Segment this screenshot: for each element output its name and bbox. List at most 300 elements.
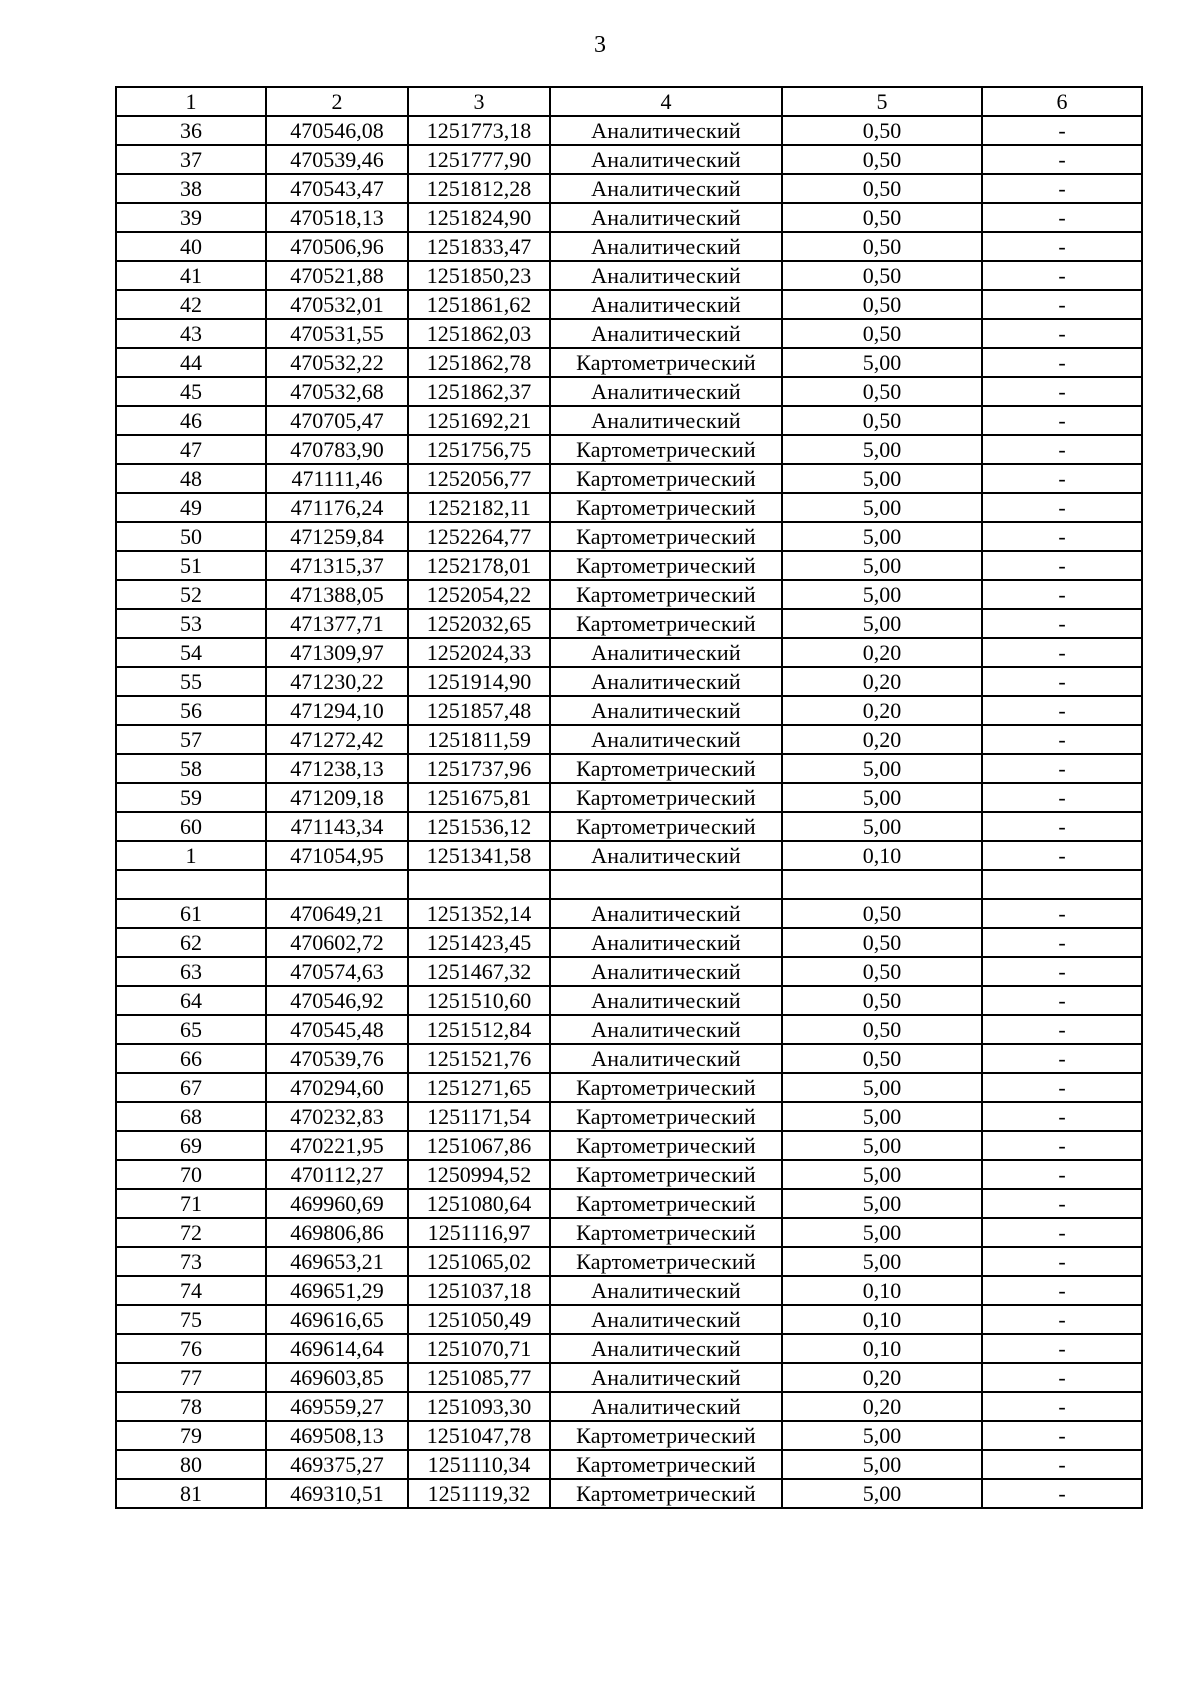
point-number-cell: 49: [116, 493, 266, 522]
point-number-cell: 51: [116, 551, 266, 580]
accuracy-cell: 5,00: [782, 493, 982, 522]
point-number-cell: 44: [116, 348, 266, 377]
table-row: [116, 725, 1142, 754]
table-row: [116, 1276, 1142, 1305]
description-cell: -: [982, 754, 1142, 783]
table-row: [116, 667, 1142, 696]
description-cell: -: [982, 580, 1142, 609]
table-row: [116, 1392, 1142, 1421]
point-number-cell: [116, 870, 266, 899]
point-number-cell: 47: [116, 435, 266, 464]
x-coordinate-cell: 470532,22: [266, 348, 408, 377]
description-cell: -: [982, 493, 1142, 522]
x-coordinate-cell: 470532,01: [266, 290, 408, 319]
table-row: [116, 145, 1142, 174]
y-coordinate-cell: 1251824,90: [408, 203, 550, 232]
accuracy-cell: 5,00: [782, 1160, 982, 1189]
method-cell: Картометрический: [550, 783, 782, 812]
description-cell: -: [982, 638, 1142, 667]
x-coordinate-cell: 470221,95: [266, 1131, 408, 1160]
accuracy-cell: 0,20: [782, 725, 982, 754]
y-coordinate-cell: 1251510,60: [408, 986, 550, 1015]
accuracy-cell: 0,20: [782, 1363, 982, 1392]
description-cell: -: [982, 319, 1142, 348]
accuracy-cell: 5,00: [782, 1102, 982, 1131]
method-cell: Картометрический: [550, 435, 782, 464]
point-number-cell: 39: [116, 203, 266, 232]
table-row: [116, 957, 1142, 986]
table-row: [116, 899, 1142, 928]
y-coordinate-cell: 1251521,76: [408, 1044, 550, 1073]
accuracy-cell: 0,10: [782, 1276, 982, 1305]
table-row: [116, 986, 1142, 1015]
point-number-cell: 60: [116, 812, 266, 841]
x-coordinate-cell: 469653,21: [266, 1247, 408, 1276]
y-coordinate-cell: 1251812,28: [408, 174, 550, 203]
point-number-cell: 79: [116, 1421, 266, 1450]
method-cell: Картометрический: [550, 1479, 782, 1508]
table-row: [116, 754, 1142, 783]
description-cell: -: [982, 899, 1142, 928]
table-row: [116, 1479, 1142, 1508]
table-row: [116, 1102, 1142, 1131]
x-coordinate-cell: 470539,46: [266, 145, 408, 174]
accuracy-cell: 5,00: [782, 464, 982, 493]
y-coordinate-cell: 1251536,12: [408, 812, 550, 841]
point-number-cell: 59: [116, 783, 266, 812]
description-cell: -: [982, 783, 1142, 812]
x-coordinate-cell: 470602,72: [266, 928, 408, 957]
accuracy-cell: 0,50: [782, 174, 982, 203]
table-row: [116, 464, 1142, 493]
table-row: [116, 812, 1142, 841]
description-cell: [982, 870, 1142, 899]
point-number-cell: 54: [116, 638, 266, 667]
y-coordinate-cell: 1251047,78: [408, 1421, 550, 1450]
y-coordinate-cell: 1252024,33: [408, 638, 550, 667]
y-coordinate-cell: 1251037,18: [408, 1276, 550, 1305]
coordinates-table: [115, 86, 1143, 1509]
accuracy-cell: 0,50: [782, 261, 982, 290]
accuracy-cell: 5,00: [782, 1189, 982, 1218]
method-cell: Картометрический: [550, 580, 782, 609]
table-body: [116, 116, 1142, 1508]
accuracy-cell: 5,00: [782, 551, 982, 580]
x-coordinate-cell: 471111,46: [266, 464, 408, 493]
table-row: [116, 377, 1142, 406]
table-row: [116, 1015, 1142, 1044]
x-coordinate-cell: 470546,92: [266, 986, 408, 1015]
x-coordinate-cell: 470546,08: [266, 116, 408, 145]
point-number-cell: 38: [116, 174, 266, 203]
x-coordinate-cell: 469614,64: [266, 1334, 408, 1363]
x-coordinate-cell: 470783,90: [266, 435, 408, 464]
description-cell: -: [982, 1334, 1142, 1363]
description-cell: -: [982, 1102, 1142, 1131]
method-cell: Картометрический: [550, 551, 782, 580]
x-coordinate-cell: 470649,21: [266, 899, 408, 928]
y-coordinate-cell: 1250994,52: [408, 1160, 550, 1189]
x-coordinate-cell: 471315,37: [266, 551, 408, 580]
method-cell: Аналитический: [550, 986, 782, 1015]
accuracy-cell: 5,00: [782, 754, 982, 783]
x-coordinate-cell: 471054,95: [266, 841, 408, 870]
y-coordinate-cell: 1252056,77: [408, 464, 550, 493]
y-coordinate-cell: 1251777,90: [408, 145, 550, 174]
method-cell: Картометрический: [550, 812, 782, 841]
y-coordinate-cell: 1251065,02: [408, 1247, 550, 1276]
accuracy-cell: 5,00: [782, 522, 982, 551]
method-cell: Картометрический: [550, 1189, 782, 1218]
method-cell: Аналитический: [550, 319, 782, 348]
method-cell: Картометрический: [550, 1218, 782, 1247]
x-coordinate-cell: 470532,68: [266, 377, 408, 406]
method-cell: Картометрический: [550, 464, 782, 493]
point-number-cell: 55: [116, 667, 266, 696]
description-cell: -: [982, 1247, 1142, 1276]
point-number-cell: 81: [116, 1479, 266, 1508]
method-cell: Аналитический: [550, 203, 782, 232]
table-row: [116, 1421, 1142, 1450]
y-coordinate-cell: 1251692,21: [408, 406, 550, 435]
x-coordinate-cell: 470112,27: [266, 1160, 408, 1189]
y-coordinate-cell: 1251850,23: [408, 261, 550, 290]
table-row: [116, 493, 1142, 522]
accuracy-cell: 0,10: [782, 841, 982, 870]
column-header-4: 4: [550, 87, 782, 116]
accuracy-cell: 5,00: [782, 348, 982, 377]
x-coordinate-cell: 469559,27: [266, 1392, 408, 1421]
table-row: [116, 1044, 1142, 1073]
accuracy-cell: 0,50: [782, 232, 982, 261]
x-coordinate-cell: 470531,55: [266, 319, 408, 348]
accuracy-cell: 5,00: [782, 783, 982, 812]
method-cell: Аналитический: [550, 1276, 782, 1305]
point-number-cell: 41: [116, 261, 266, 290]
description-cell: -: [982, 551, 1142, 580]
y-coordinate-cell: 1251773,18: [408, 116, 550, 145]
x-coordinate-cell: 471388,05: [266, 580, 408, 609]
accuracy-cell: 0,20: [782, 1392, 982, 1421]
y-coordinate-cell: 1252032,65: [408, 609, 550, 638]
accuracy-cell: 5,00: [782, 609, 982, 638]
accuracy-cell: 0,50: [782, 319, 982, 348]
accuracy-cell: 0,20: [782, 638, 982, 667]
table-row: [116, 783, 1142, 812]
point-number-cell: 63: [116, 957, 266, 986]
accuracy-cell: [782, 870, 982, 899]
table-header: [116, 87, 1142, 116]
accuracy-cell: 0,50: [782, 406, 982, 435]
table-row: [116, 1363, 1142, 1392]
table-row: [116, 696, 1142, 725]
method-cell: Аналитический: [550, 1305, 782, 1334]
method-cell: Картометрический: [550, 1247, 782, 1276]
column-header-5: 5: [782, 87, 982, 116]
accuracy-cell: 0,50: [782, 957, 982, 986]
table-row: [116, 1450, 1142, 1479]
y-coordinate-cell: 1252178,01: [408, 551, 550, 580]
point-number-cell: 68: [116, 1102, 266, 1131]
y-coordinate-cell: 1251093,30: [408, 1392, 550, 1421]
table-row: [116, 1131, 1142, 1160]
table-row: [116, 1073, 1142, 1102]
point-number-cell: 65: [116, 1015, 266, 1044]
method-cell: Аналитический: [550, 1363, 782, 1392]
method-cell: Аналитический: [550, 406, 782, 435]
point-number-cell: 53: [116, 609, 266, 638]
y-coordinate-cell: 1251862,03: [408, 319, 550, 348]
table-row: [116, 1247, 1142, 1276]
description-cell: -: [982, 696, 1142, 725]
method-cell: Картометрический: [550, 609, 782, 638]
table-row: [116, 870, 1142, 899]
description-cell: -: [982, 1450, 1142, 1479]
method-cell: Картометрический: [550, 493, 782, 522]
y-coordinate-cell: 1251171,54: [408, 1102, 550, 1131]
x-coordinate-cell: 470705,47: [266, 406, 408, 435]
method-cell: Аналитический: [550, 899, 782, 928]
table-row: [116, 1218, 1142, 1247]
column-header-6: 6: [982, 87, 1142, 116]
accuracy-cell: 5,00: [782, 1421, 982, 1450]
table-row: [116, 203, 1142, 232]
table-row: [116, 928, 1142, 957]
description-cell: -: [982, 435, 1142, 464]
method-cell: Аналитический: [550, 232, 782, 261]
description-cell: -: [982, 1392, 1142, 1421]
method-cell: Аналитический: [550, 1015, 782, 1044]
point-number-cell: 70: [116, 1160, 266, 1189]
description-cell: -: [982, 1131, 1142, 1160]
table-row: [116, 1160, 1142, 1189]
accuracy-cell: 5,00: [782, 1247, 982, 1276]
point-number-cell: 71: [116, 1189, 266, 1218]
method-cell: Картометрический: [550, 1450, 782, 1479]
method-cell: Аналитический: [550, 377, 782, 406]
description-cell: -: [982, 1073, 1142, 1102]
x-coordinate-cell: 470539,76: [266, 1044, 408, 1073]
point-number-cell: 64: [116, 986, 266, 1015]
point-number-cell: 37: [116, 145, 266, 174]
point-number-cell: 46: [116, 406, 266, 435]
x-coordinate-cell: 471238,13: [266, 754, 408, 783]
accuracy-cell: 0,20: [782, 667, 982, 696]
description-cell: -: [982, 1305, 1142, 1334]
description-cell: -: [982, 1189, 1142, 1218]
accuracy-cell: 0,50: [782, 290, 982, 319]
method-cell: Картометрический: [550, 1102, 782, 1131]
table-row: [116, 841, 1142, 870]
description-cell: -: [982, 1276, 1142, 1305]
table-row: [116, 638, 1142, 667]
y-coordinate-cell: 1251050,49: [408, 1305, 550, 1334]
description-cell: -: [982, 1160, 1142, 1189]
table-row: [116, 551, 1142, 580]
accuracy-cell: 0,20: [782, 696, 982, 725]
x-coordinate-cell: 471377,71: [266, 609, 408, 638]
accuracy-cell: 5,00: [782, 1218, 982, 1247]
page-number: 3: [594, 32, 606, 58]
point-number-cell: 73: [116, 1247, 266, 1276]
y-coordinate-cell: 1252054,22: [408, 580, 550, 609]
y-coordinate-cell: 1251811,59: [408, 725, 550, 754]
y-coordinate-cell: 1251737,96: [408, 754, 550, 783]
method-cell: Картометрический: [550, 522, 782, 551]
accuracy-cell: 0,50: [782, 377, 982, 406]
x-coordinate-cell: 469375,27: [266, 1450, 408, 1479]
description-cell: -: [982, 841, 1142, 870]
description-cell: -: [982, 1218, 1142, 1247]
accuracy-cell: 0,50: [782, 203, 982, 232]
y-coordinate-cell: 1251080,64: [408, 1189, 550, 1218]
y-coordinate-cell: 1251352,14: [408, 899, 550, 928]
table-row: [116, 116, 1142, 145]
description-cell: -: [982, 232, 1142, 261]
column-header-1: 1: [116, 87, 266, 116]
point-number-cell: 69: [116, 1131, 266, 1160]
method-cell: Картометрический: [550, 348, 782, 377]
y-coordinate-cell: 1251116,97: [408, 1218, 550, 1247]
method-cell: Аналитический: [550, 725, 782, 754]
description-cell: -: [982, 667, 1142, 696]
description-cell: -: [982, 261, 1142, 290]
x-coordinate-cell: 469651,29: [266, 1276, 408, 1305]
point-number-cell: 72: [116, 1218, 266, 1247]
y-coordinate-cell: 1251675,81: [408, 783, 550, 812]
accuracy-cell: 5,00: [782, 1073, 982, 1102]
x-coordinate-cell: 471209,18: [266, 783, 408, 812]
method-cell: Аналитический: [550, 841, 782, 870]
x-coordinate-cell: 471259,84: [266, 522, 408, 551]
point-number-cell: 76: [116, 1334, 266, 1363]
y-coordinate-cell: 1251833,47: [408, 232, 550, 261]
description-cell: -: [982, 348, 1142, 377]
y-coordinate-cell: 1251085,77: [408, 1363, 550, 1392]
y-coordinate-cell: 1251119,32: [408, 1479, 550, 1508]
point-number-cell: 50: [116, 522, 266, 551]
method-cell: Аналитический: [550, 1044, 782, 1073]
description-cell: -: [982, 928, 1142, 957]
y-coordinate-cell: 1251423,45: [408, 928, 550, 957]
accuracy-cell: 5,00: [782, 1131, 982, 1160]
y-coordinate-cell: 1251862,37: [408, 377, 550, 406]
description-cell: -: [982, 377, 1142, 406]
method-cell: Картометрический: [550, 1421, 782, 1450]
table-row: [116, 580, 1142, 609]
method-cell: Аналитический: [550, 116, 782, 145]
x-coordinate-cell: 470543,47: [266, 174, 408, 203]
accuracy-cell: 0,50: [782, 116, 982, 145]
y-coordinate-cell: 1251271,65: [408, 1073, 550, 1102]
y-coordinate-cell: 1251512,84: [408, 1015, 550, 1044]
y-coordinate-cell: [408, 870, 550, 899]
accuracy-cell: 0,50: [782, 1015, 982, 1044]
x-coordinate-cell: 469310,51: [266, 1479, 408, 1508]
description-cell: -: [982, 1363, 1142, 1392]
table-row: [116, 232, 1142, 261]
accuracy-cell: 5,00: [782, 1479, 982, 1508]
point-number-cell: 45: [116, 377, 266, 406]
x-coordinate-cell: [266, 870, 408, 899]
point-number-cell: 74: [116, 1276, 266, 1305]
point-number-cell: 57: [116, 725, 266, 754]
method-cell: Аналитический: [550, 261, 782, 290]
description-cell: -: [982, 464, 1142, 493]
table-row: [116, 319, 1142, 348]
method-cell: [550, 870, 782, 899]
description-cell: -: [982, 986, 1142, 1015]
x-coordinate-cell: 470232,83: [266, 1102, 408, 1131]
point-number-cell: 67: [116, 1073, 266, 1102]
table-row: [116, 406, 1142, 435]
accuracy-cell: 0,50: [782, 899, 982, 928]
method-cell: Аналитический: [550, 667, 782, 696]
table-row: [116, 290, 1142, 319]
x-coordinate-cell: 469508,13: [266, 1421, 408, 1450]
point-number-cell: 56: [116, 696, 266, 725]
y-coordinate-cell: 1251857,48: [408, 696, 550, 725]
point-number-cell: 77: [116, 1363, 266, 1392]
table-row: [116, 174, 1142, 203]
point-number-cell: 52: [116, 580, 266, 609]
table-row: [116, 1334, 1142, 1363]
x-coordinate-cell: 471230,22: [266, 667, 408, 696]
x-coordinate-cell: 469616,65: [266, 1305, 408, 1334]
x-coordinate-cell: 471272,42: [266, 725, 408, 754]
table-row: [116, 435, 1142, 464]
method-cell: Аналитический: [550, 957, 782, 986]
table-row: [116, 1189, 1142, 1218]
method-cell: Аналитический: [550, 1334, 782, 1363]
method-cell: Аналитический: [550, 696, 782, 725]
description-cell: -: [982, 1015, 1142, 1044]
accuracy-cell: 0,50: [782, 928, 982, 957]
y-coordinate-cell: 1251756,75: [408, 435, 550, 464]
x-coordinate-cell: 469603,85: [266, 1363, 408, 1392]
y-coordinate-cell: 1252182,11: [408, 493, 550, 522]
point-number-cell: 36: [116, 116, 266, 145]
point-number-cell: 1: [116, 841, 266, 870]
description-cell: -: [982, 725, 1142, 754]
description-cell: -: [982, 957, 1142, 986]
point-number-cell: 75: [116, 1305, 266, 1334]
y-coordinate-cell: 1251110,34: [408, 1450, 550, 1479]
table-row: [116, 348, 1142, 377]
point-number-cell: 61: [116, 899, 266, 928]
x-coordinate-cell: 470574,63: [266, 957, 408, 986]
description-cell: -: [982, 1479, 1142, 1508]
accuracy-cell: 0,50: [782, 1044, 982, 1073]
method-cell: Аналитический: [550, 1392, 782, 1421]
x-coordinate-cell: 469960,69: [266, 1189, 408, 1218]
column-header-2: 2: [266, 87, 408, 116]
point-number-cell: 58: [116, 754, 266, 783]
accuracy-cell: 5,00: [782, 580, 982, 609]
description-cell: -: [982, 174, 1142, 203]
method-cell: Картометрический: [550, 1073, 782, 1102]
description-cell: -: [982, 609, 1142, 638]
description-cell: -: [982, 1044, 1142, 1073]
y-coordinate-cell: 1251341,58: [408, 841, 550, 870]
accuracy-cell: 0,10: [782, 1305, 982, 1334]
method-cell: Картометрический: [550, 1160, 782, 1189]
method-cell: Картометрический: [550, 1131, 782, 1160]
table-row: [116, 609, 1142, 638]
x-coordinate-cell: 471143,34: [266, 812, 408, 841]
accuracy-cell: 0,50: [782, 145, 982, 174]
method-cell: Аналитический: [550, 928, 782, 957]
